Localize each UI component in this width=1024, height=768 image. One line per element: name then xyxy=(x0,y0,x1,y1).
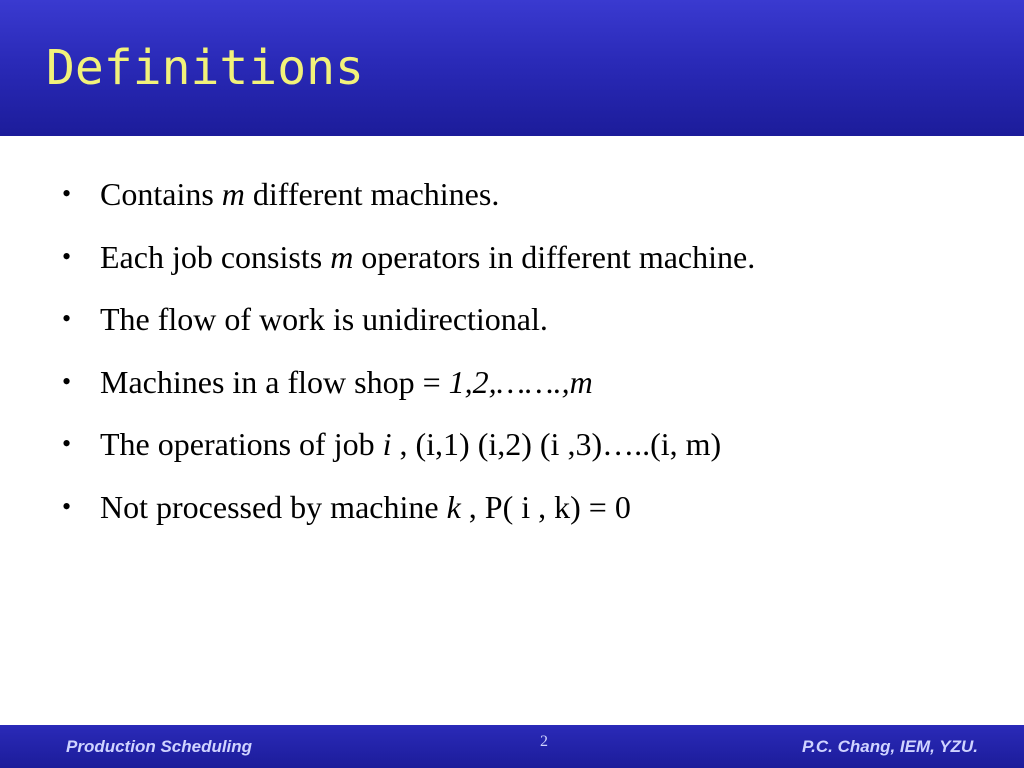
bullet-text: The flow of work is unidirectional. xyxy=(100,301,548,337)
bullet-marker: • xyxy=(62,179,72,208)
footer-course-title: Production Scheduling xyxy=(66,737,253,756)
slide-title: Definitions xyxy=(46,40,364,96)
bullet-text: Each job consists m operators in different machine. xyxy=(100,238,756,275)
bullet-marker: • xyxy=(62,241,72,271)
bullet-marker: • xyxy=(62,491,72,521)
bullet-text: Machines in a flow shop = 1,2,…….,m xyxy=(100,363,593,400)
footer-bar xyxy=(0,725,1024,768)
bullet-text: Not processed by machine k , P( i , k) = 0 xyxy=(100,488,631,525)
bullet-marker: • xyxy=(62,429,72,458)
page-number: 2 xyxy=(540,733,548,750)
footer-author: P.C. Chang, IEM, YZU. xyxy=(801,737,978,756)
bullet-text: Contains m different machines. xyxy=(100,176,500,212)
bullet-marker: • xyxy=(62,304,72,333)
title-bar xyxy=(0,0,1024,136)
bullet-marker: • xyxy=(62,366,72,396)
bullet-text: The operations of job i , (i,1) (i,2) (i ,3)…..(i, m) xyxy=(100,426,722,462)
